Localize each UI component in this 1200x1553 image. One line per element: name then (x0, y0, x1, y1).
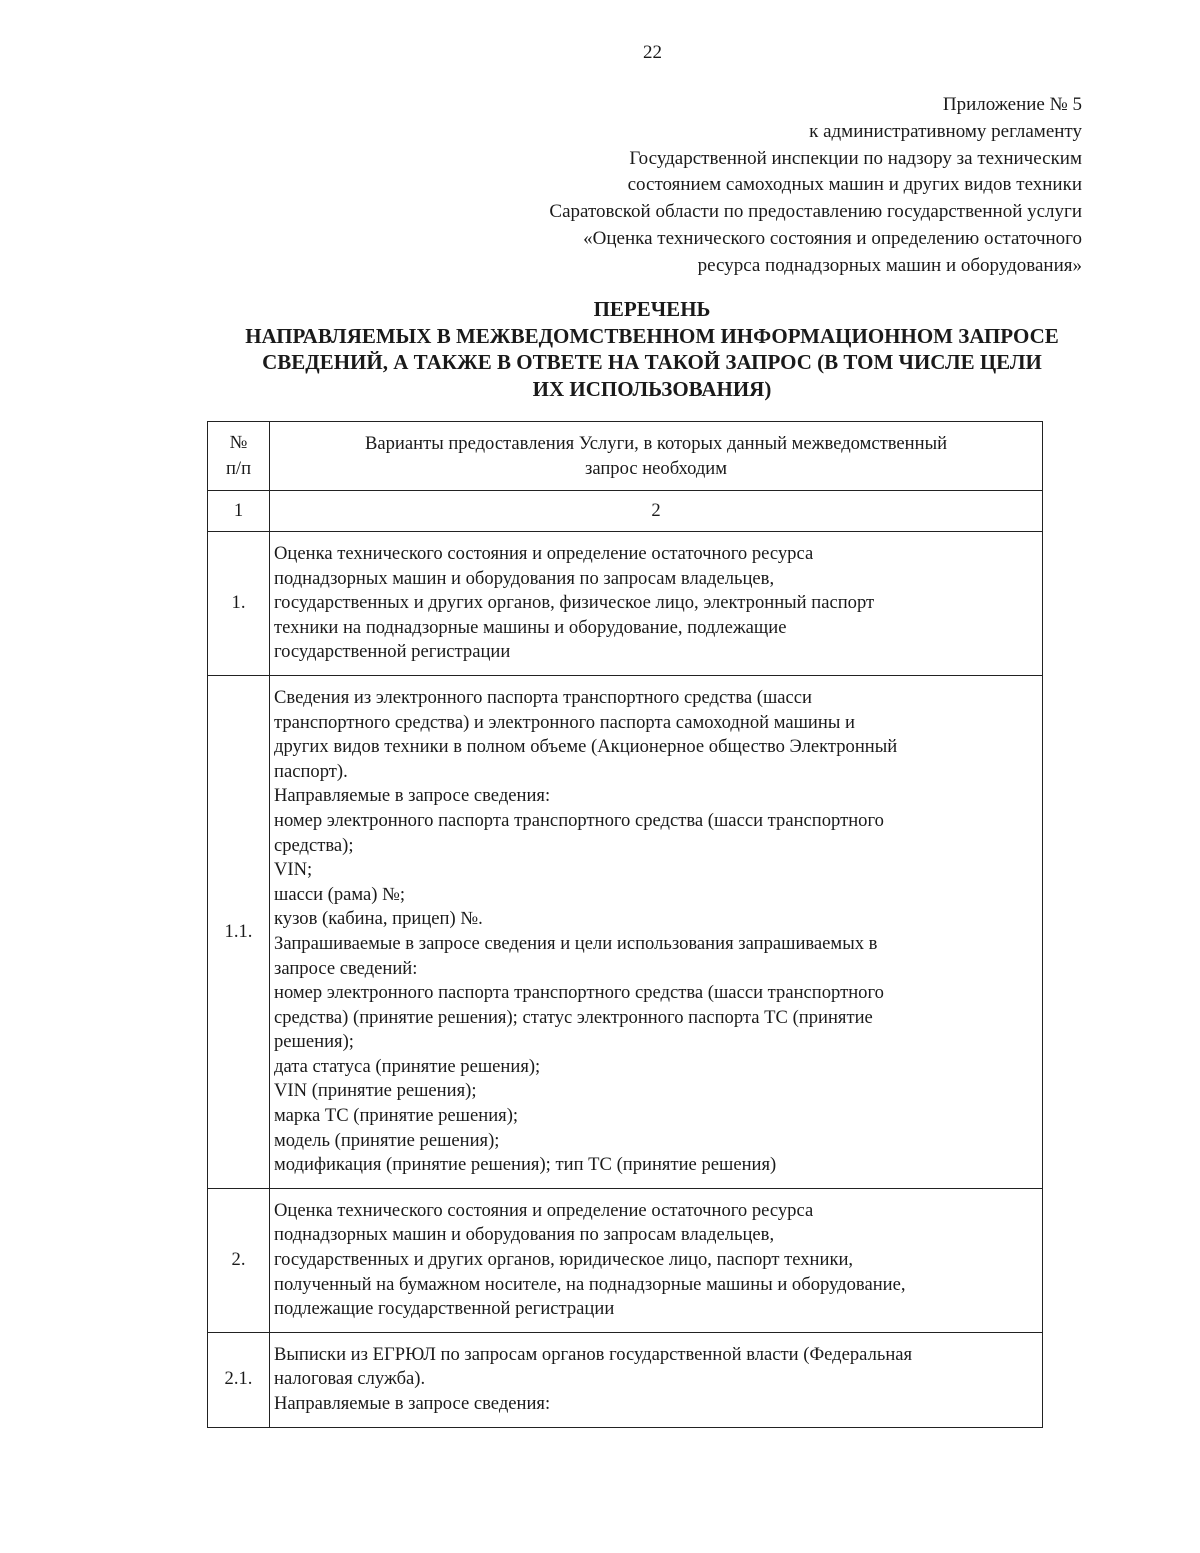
requests-table (207, 421, 1043, 1428)
row-line: налоговая служба). (274, 1368, 426, 1390)
row-number: 2.1. (208, 1332, 270, 1427)
header-text-line: запрос необходим (584, 458, 728, 479)
table-row (208, 675, 1043, 1188)
title-line: НАПРАВЛЯЕМЫХ В МЕЖВЕДОМСТВЕННОМ ИНФОРМАЦИОННОМ ЗАПРОСЕ (245, 323, 1059, 348)
row-line: Сведения из электронного паспорта транспортного средства (шасси (274, 686, 813, 708)
title-line: ИХ ИСПОЛЬЗОВАНИЯ) (532, 376, 772, 401)
header-number-cell (208, 422, 270, 491)
appendix-line: «Оценка технического состояния и определению остаточного (583, 227, 1082, 249)
row-line: Выписки из ЕГРЮЛ по запросам органов государственной власти (Федеральная (274, 1343, 913, 1365)
row-line: запросе сведений: (274, 957, 418, 979)
row-line: Направляемые в запросе сведения: (274, 1393, 551, 1414)
row-line: средства) (принятие решения); статус электронного паспорта ТС (принятие (274, 1006, 873, 1028)
row-line: государственной регистрации (274, 641, 511, 663)
table-row (208, 1332, 1043, 1427)
row-line: марка ТС (принятие решения); (274, 1105, 519, 1127)
appendix-note (382, 92, 1082, 280)
row-line: номер электронного паспорта транспортного средства (шасси транспортного (274, 809, 884, 831)
document-title (212, 296, 1092, 402)
row-line: транспортного средства) и электронного паспорта самоходной машины и (274, 711, 855, 733)
row-line: Запрашиваемые в запросе сведения и цели использования запрашиваемых в (274, 932, 878, 954)
row-line: VIN; (274, 859, 313, 881)
table-header-row (208, 422, 1043, 491)
row-line: кузов (кабина, прицеп) №. (274, 908, 483, 930)
row-line: полученный на бумажном носителе, на поднадзорные машины и оборудование, (274, 1273, 906, 1295)
header-text-cell (270, 422, 1043, 491)
header-text-line: Варианты предоставления Услуги, в которых данный межведомственный (364, 433, 948, 455)
appendix-line: Саратовской области по предоставлению государственной услуги (549, 201, 1082, 223)
row-text (270, 675, 1043, 1188)
row-number: 1.1. (208, 675, 270, 1188)
row-line: дата статуса (принятие решения); (274, 1055, 541, 1077)
row-line: Оценка технического состояния и определение остаточного ресурса (274, 1199, 814, 1221)
appendix-line: Государственной инспекции по надзору за техническим (629, 147, 1082, 169)
row-line: средства); (274, 834, 354, 856)
row-text (270, 1188, 1043, 1332)
row-line: техники на поднадзорные машины и оборудование, подлежащие (274, 616, 787, 638)
table-row (208, 532, 1043, 676)
row-line: подлежащие государственной регистрации (274, 1298, 615, 1320)
row-text (270, 1332, 1043, 1427)
title-line: СВЕДЕНИЙ, А ТАКЖЕ В ОТВЕТЕ НА ТАКОЙ ЗАПРОС (В ТОМ ЧИСЛЕ ЦЕЛИ (262, 350, 1042, 374)
header-number-line: № (229, 432, 248, 453)
column-number-cell: 1 (208, 491, 270, 532)
row-text (270, 532, 1043, 676)
row-line: паспорт). (274, 760, 348, 782)
header-number-line: п/п (225, 458, 252, 479)
row-line: Оценка технического состояния и определение остаточного ресурса (274, 543, 814, 564)
row-line: шасси (рама) №; (274, 883, 406, 905)
title-line: ПЕРЕЧЕНЬ (593, 297, 711, 321)
row-line: других видов техники в полном объеме (Акционерное общество Электронный (274, 736, 898, 758)
row-line: поднадзорных машин и оборудования по запросам владельцев, (274, 1224, 775, 1246)
appendix-line: к административному регламенту (809, 120, 1082, 142)
appendix-line: состоянием самоходных машин и других видов техники (627, 174, 1082, 196)
row-line: модификация (принятие решения); тип ТС (принятие решения) (274, 1154, 777, 1176)
row-line: номер электронного паспорта транспортного средства (шасси транспортного (274, 982, 884, 1004)
row-line: государственных и других органов, юридическое лицо, паспорт техники, (274, 1249, 854, 1271)
row-line: поднадзорных машин и оборудования по запросам владельцев, (274, 567, 775, 589)
column-number-row (208, 491, 1043, 532)
row-line: государственных и других органов, физическое лицо, электронный паспорт (274, 592, 875, 614)
row-line: Направляемые в запросе сведения: (274, 785, 551, 807)
appendix-line: ресурса поднадзорных машин и оборудования» (697, 254, 1082, 276)
column-number-cell: 2 (270, 491, 1043, 532)
page-number: 22 (643, 42, 662, 63)
row-line: решения); (274, 1031, 354, 1053)
row-line: VIN (принятие решения); (274, 1080, 477, 1102)
row-number: 2. (208, 1188, 270, 1332)
table-row (208, 1188, 1043, 1332)
row-line: модель (принятие решения); (274, 1129, 500, 1151)
appendix-line: Приложение № 5 (942, 94, 1082, 115)
row-number: 1. (208, 532, 270, 676)
